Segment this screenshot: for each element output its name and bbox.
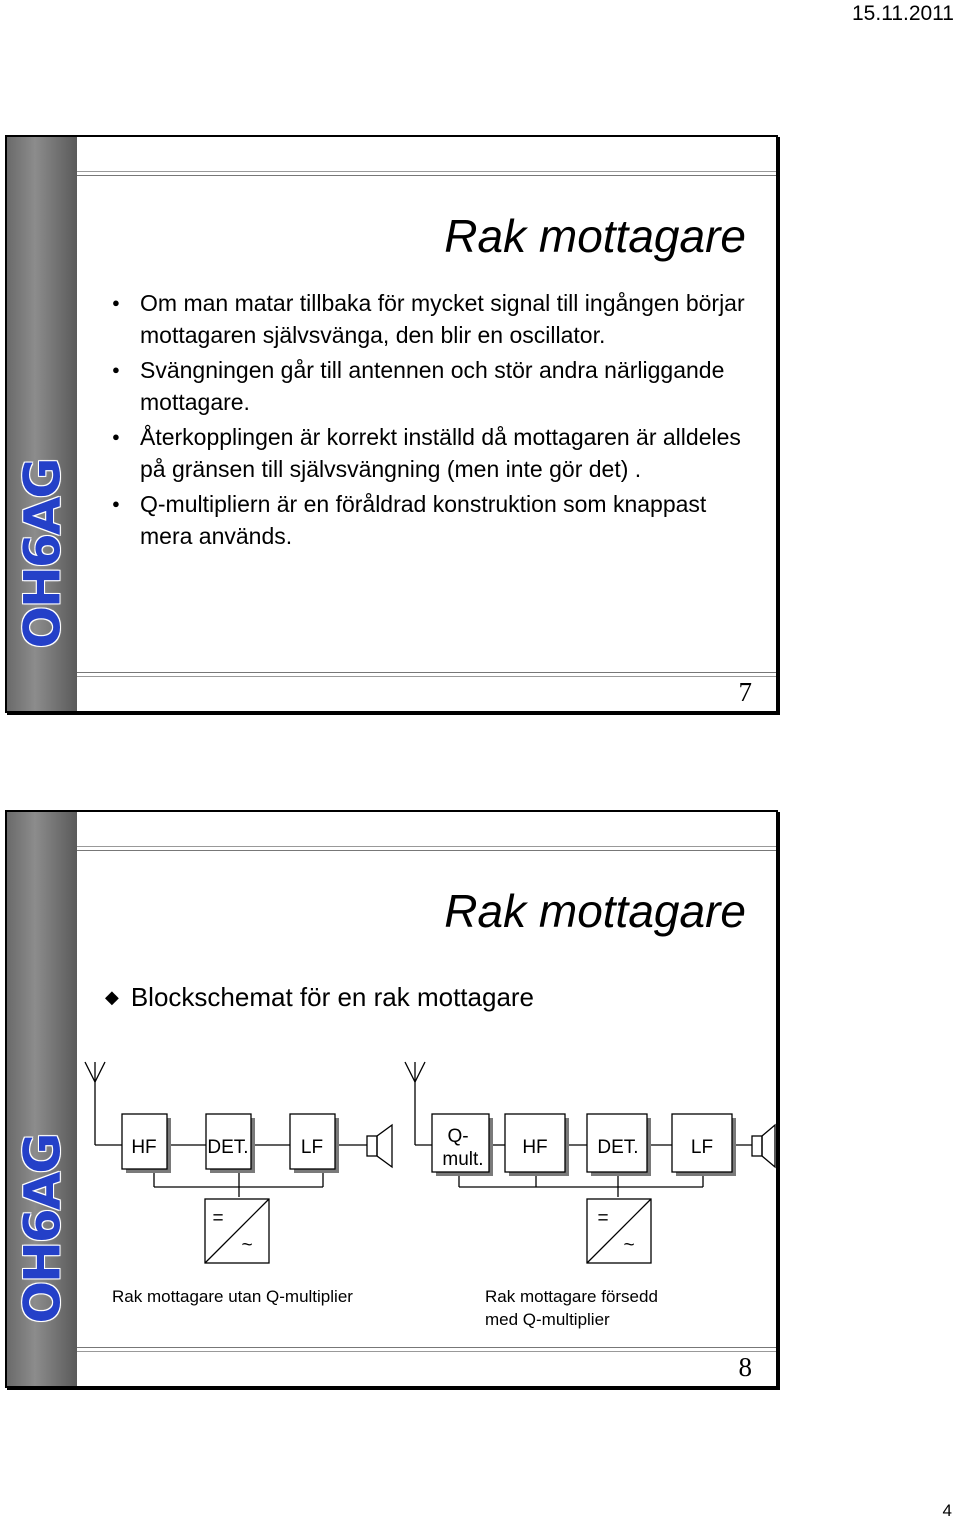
- page-date: 15.11.2011: [852, 2, 954, 25]
- caption-left: Rak mottagare utan Q-multiplier: [112, 1287, 353, 1306]
- bottom-band: [77, 1347, 776, 1386]
- block-hf: HF: [522, 1137, 548, 1158]
- bullet-item: ● Q-multipliern är en föråldrad konstruktion som knappast mera används.: [140, 488, 760, 552]
- block-det: DET.: [207, 1137, 249, 1158]
- supply-ac-label: ~: [241, 1235, 253, 1256]
- bullet-item: ● Svängningen går till antennen och stör andra närliggande mottagare.: [140, 354, 760, 418]
- slide-title: Rak mottagare: [444, 210, 746, 262]
- slide-8: [5, 810, 778, 1388]
- speaker-icon: [367, 1125, 392, 1167]
- page-number: 4: [942, 1501, 952, 1520]
- slide-7: [5, 135, 778, 713]
- oh6ag-logo: OH6AG: [13, 1134, 72, 1324]
- bullet-item: ● Återkopplingen är korrekt inställd då mottagaren är alldeles på gränsen till självsvängning (men inte gör det) .: [140, 421, 760, 485]
- oh6ag-logo: OH6AG: [13, 459, 72, 649]
- top-band: [77, 137, 776, 176]
- antenna-icon: [405, 1062, 425, 1145]
- slide-title: Rak mottagare: [444, 885, 746, 937]
- bullet-item: ● Om man matar tillbaka för mycket signal till ingången börjar mottagaren självsvänga, den blir en oscillator.: [140, 287, 760, 351]
- block-q-mult-line2: mult.: [442, 1149, 484, 1170]
- bullet-list: [140, 287, 760, 555]
- slide-sidebar: [7, 137, 77, 711]
- speaker-icon: [752, 1125, 775, 1167]
- block-det: DET.: [597, 1137, 639, 1158]
- slide-number: 7: [738, 677, 752, 707]
- supply-dc-label: =: [597, 1208, 609, 1229]
- antenna-icon: [85, 1062, 105, 1145]
- caption-right: Rak mottagare försedd med Q-multiplier: [485, 1287, 658, 1329]
- slide-number: 8: [738, 1352, 752, 1382]
- block-lf: LF: [300, 1137, 324, 1158]
- block-q-mult-line1: Q-: [447, 1126, 469, 1147]
- bottom-band: [77, 672, 776, 711]
- block-lf: LF: [690, 1137, 714, 1158]
- block-hf: HF: [131, 1137, 157, 1158]
- diamond-bullet-icon: ◆: [105, 987, 119, 1007]
- supply-dc-label: =: [212, 1208, 224, 1229]
- supply-ac-label: ~: [623, 1235, 635, 1256]
- diagram-bullet-text: Blockschemat för en rak mottagare: [130, 982, 535, 1012]
